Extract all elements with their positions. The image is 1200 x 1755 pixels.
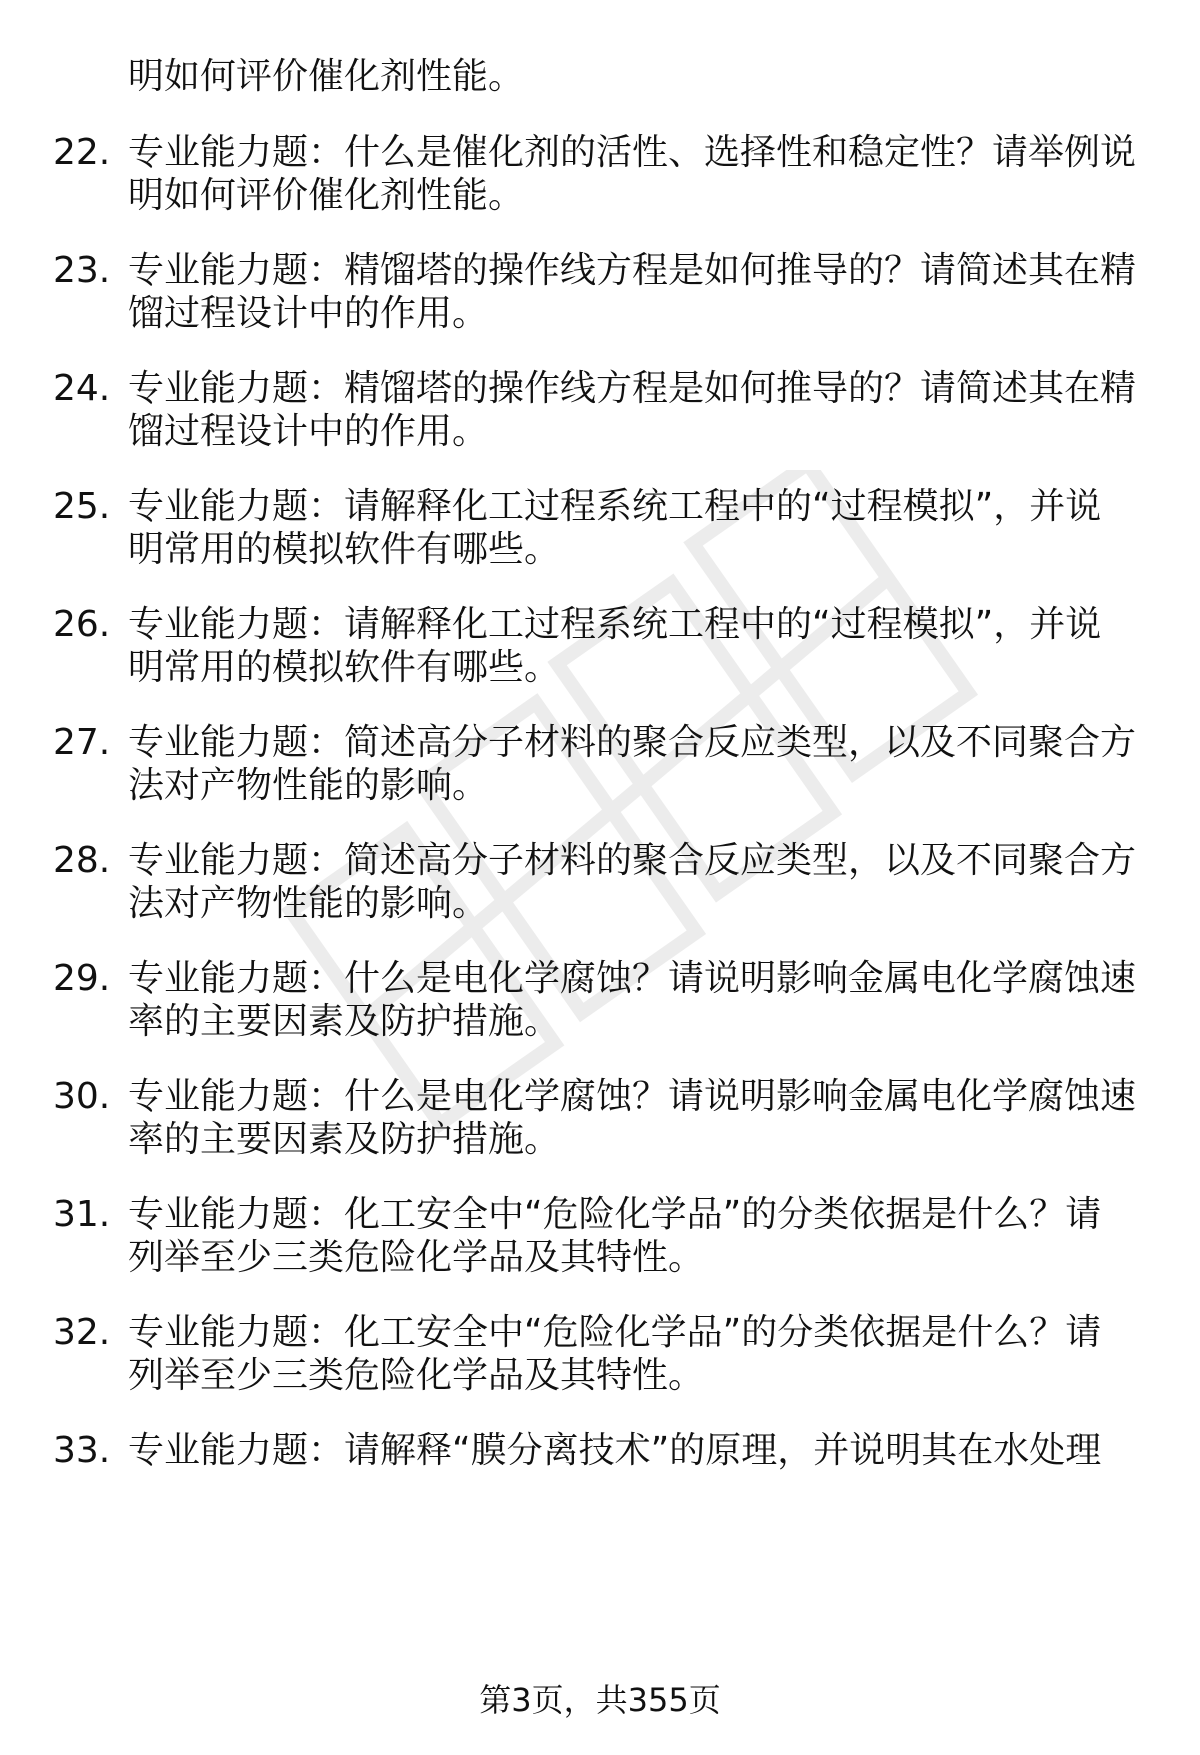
question-text: 法对产物性能的影响。 [128, 883, 489, 924]
page-footer: 第3页，共355页 [479, 1681, 721, 1719]
question-number: 33. [53, 1430, 111, 1471]
question-number: 28. [53, 840, 111, 881]
question-text: 专业能力题：化工安全中“危险化学品”的分类依据是什么？请 [128, 1312, 1102, 1353]
question-text: 明常用的模拟软件有哪些。 [128, 647, 561, 688]
question-text: 专业能力题：化工安全中“危险化学品”的分类依据是什么？请 [128, 1194, 1102, 1235]
question-number: 30. [53, 1076, 111, 1117]
question-number: 25. [53, 486, 111, 527]
question-text: 专业能力题：请解释化工过程系统工程中的“过程模拟”，并说 [128, 486, 1102, 527]
continuation-text: 明如何评价催化剂性能。 [128, 56, 525, 97]
question-text: 专业能力题：请解释化工过程系统工程中的“过程模拟”，并说 [128, 604, 1102, 645]
question-text: 法对产物性能的影响。 [128, 765, 489, 806]
question-text: 率的主要因素及防护措施。 [128, 1119, 561, 1160]
question-text: 列举至少三类危险化学品及其特性。 [128, 1355, 705, 1396]
question-number: 26. [53, 604, 111, 645]
question-number: 24. [53, 368, 111, 409]
question-number: 29. [53, 958, 111, 999]
question-text: 专业能力题：请解释“膜分离技术”的原理，并说明其在水处理 [128, 1430, 1102, 1471]
question-text: 专业能力题：精馏塔的操作线方程是如何推导的？请简述其在精 [128, 250, 1137, 291]
question-text: 专业能力题：简述高分子材料的聚合反应类型，以及不同聚合方 [128, 840, 1137, 881]
question-number: 23. [53, 250, 111, 291]
question-number: 27. [53, 722, 111, 763]
watermark-stamp [180, 470, 1080, 1170]
question-number: 31. [53, 1194, 111, 1235]
question-number: 22. [53, 132, 111, 173]
question-number: 32. [53, 1312, 111, 1353]
question-text: 馏过程设计中的作用。 [128, 411, 489, 452]
question-text: 率的主要因素及防护措施。 [128, 1001, 561, 1042]
question-text: 专业能力题：简述高分子材料的聚合反应类型，以及不同聚合方 [128, 722, 1137, 763]
question-text: 明常用的模拟软件有哪些。 [128, 529, 561, 570]
question-text: 专业能力题：什么是催化剂的活性、选择性和稳定性？请举例说 [128, 132, 1137, 173]
question-text: 馏过程设计中的作用。 [128, 293, 489, 334]
question-text: 列举至少三类危险化学品及其特性。 [128, 1237, 705, 1278]
question-text: 专业能力题：什么是电化学腐蚀？请说明影响金属电化学腐蚀速 [128, 958, 1137, 999]
question-text: 专业能力题：精馏塔的操作线方程是如何推导的？请简述其在精 [128, 368, 1137, 409]
question-text: 专业能力题：什么是电化学腐蚀？请说明影响金属电化学腐蚀速 [128, 1076, 1137, 1117]
question-text: 明如何评价催化剂性能。 [128, 175, 525, 216]
